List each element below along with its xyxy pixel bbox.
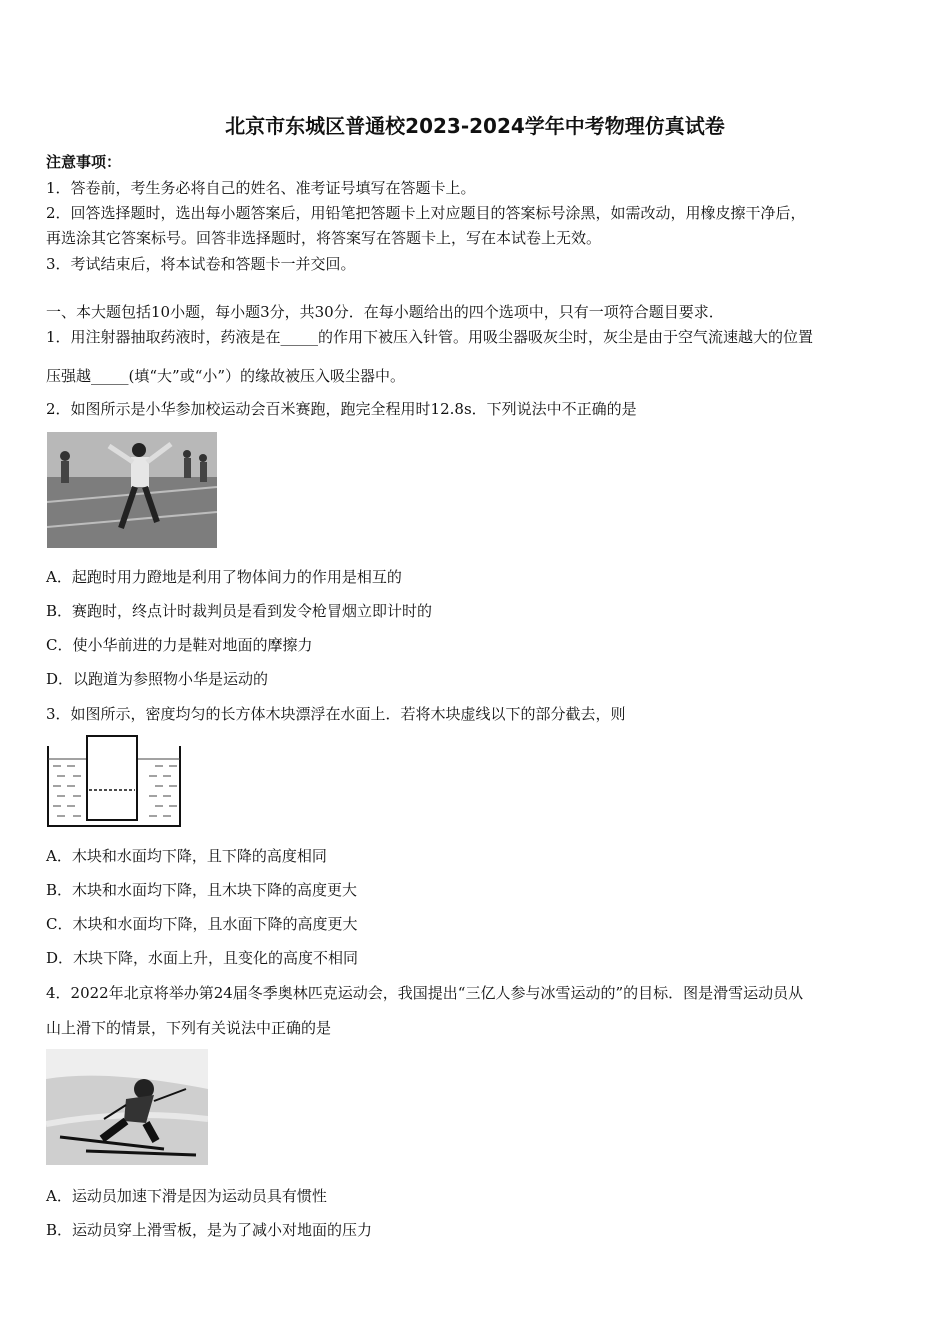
notice-item: 2．回答选择题时，选出每小题答案后，用铅笔把答题卡上对应题目的答案标号涂黑，如需改动，用橡皮擦干净后， xyxy=(46,204,806,222)
q4-line2: 山上滑下的情景，下列有关说法中正确的是 xyxy=(46,1019,332,1037)
q2-runner-photo xyxy=(47,432,217,548)
q2-option-a: A．起跑时用力蹬地是利用了物体间力的作用是相互的 xyxy=(46,568,402,586)
section-intro: 一、本大题包括10小题，每小题3分，共30分．在每小题给出的四个选项中，只有一项符合题目要求． xyxy=(46,303,724,321)
q4-skier-photo xyxy=(46,1049,208,1165)
runner-photo-drawing xyxy=(47,432,217,548)
q3-option-b: B．木块和水面均下降，且木块下降的高度更大 xyxy=(46,881,358,899)
notice-heading: 注意事项： xyxy=(46,153,122,171)
q4-option-a: A．运动员加速下滑是因为运动员具有惯性 xyxy=(46,1187,327,1205)
q1-line2: 压强越_____(填“大”或“小”）的缘故被压入吸尘器中。 xyxy=(46,367,406,385)
q3-option-a: A．木块和水面均下降，且下降的高度相同 xyxy=(46,847,327,865)
q2-option-c: C．使小华前进的力是鞋对地面的摩擦力 xyxy=(46,636,313,654)
skier-photo-drawing xyxy=(46,1049,208,1165)
q2-option-b: B．赛跑时，终点计时裁判员是看到发令枪冒烟立即计时的 xyxy=(46,602,433,620)
wood-block-diagram xyxy=(45,734,185,830)
q3-stem: 3．如图所示，密度均匀的长方体木块漂浮在水面上．若将木块虚线以下的部分截去，则 xyxy=(46,705,626,723)
exam-title: 北京市东城区普通校2023-2024学年中考物理仿真试卷 xyxy=(225,114,725,138)
q4-option-b: B．运动员穿上滑雪板，是为了减小对地面的压力 xyxy=(46,1221,373,1239)
q2-option-d: D．以跑道为参照物小华是运动的 xyxy=(46,670,269,688)
notice-item: 1．答卷前，考生务必将自己的姓名、准考证号填写在答题卡上。 xyxy=(46,179,476,197)
q4-line1: 4．2022年北京将举办第24届冬季奥林匹克运动会，我国提出“三亿人参与冰雪运动的”的目标．图是滑雪运动员从 xyxy=(46,984,804,1002)
q3-wood-block-figure xyxy=(45,734,185,830)
q3-option-d: D．木块下降，水面上升，且变化的高度不相同 xyxy=(46,949,359,967)
notice-item: 3．考试结束后，将本试卷和答题卡一并交回。 xyxy=(46,255,356,273)
q3-option-c: C．木块和水面均下降，且水面下降的高度更大 xyxy=(46,915,358,933)
notice-item: 再选涂其它答案标号。回答非选择题时，将答案写在答题卡上，写在本试卷上无效。 xyxy=(46,229,602,247)
q1-line1: 1．用注射器抽取药液时，药液是在_____的作用下被压入针管。用吸尘器吸灰尘时，灰尘是由于空气流速越大的位置 xyxy=(46,328,814,346)
q2-stem: 2．如图所示是小华参加校运动会百米赛跑，跑完全程用时12.8s．下列说法中不正确的是 xyxy=(46,400,637,418)
